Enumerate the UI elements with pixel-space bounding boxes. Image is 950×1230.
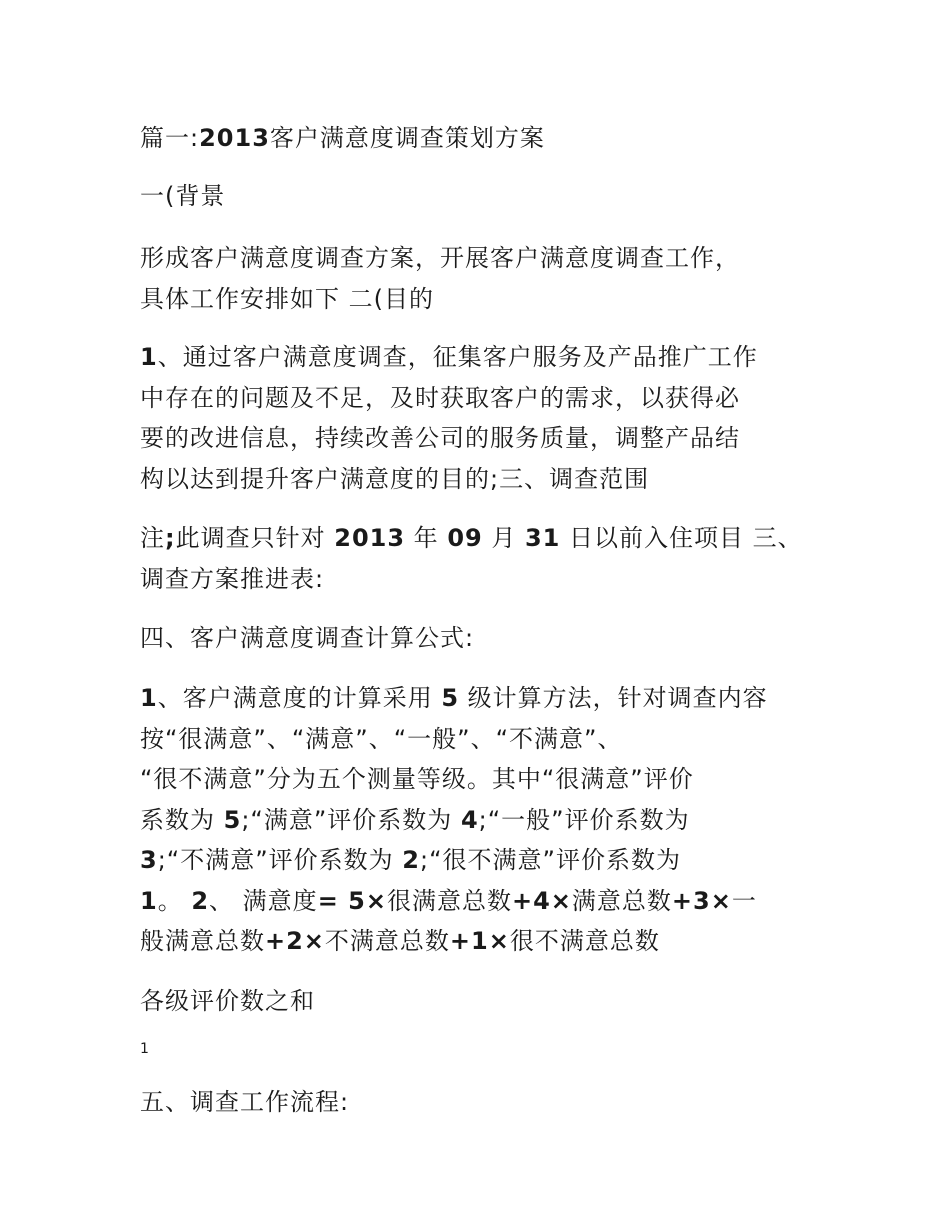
paragraph-background: [140, 238, 820, 319]
note-semicolon: ;: [165, 524, 176, 552]
formula-operator: = 5×: [317, 886, 387, 915]
text-fragment: 不满意总数: [324, 927, 450, 955]
title-suffix: 客户满意度调查策划方案: [269, 124, 545, 152]
formula-operator: +3×: [671, 886, 732, 915]
text-line: 中存在的问题及不足，及时获取客户的需求，以获得必: [140, 383, 740, 412]
formula-operator: +1×: [449, 927, 510, 955]
text-line: 具体工作安排如下 二(目的: [140, 284, 434, 313]
title-prefix: 篇一:: [140, 124, 200, 152]
section-heading-background: 一(背景: [140, 182, 226, 210]
number: 4: [460, 805, 479, 834]
text-line: 形成客户满意度调查方案，开展客户满意度调查工作，: [140, 244, 740, 272]
title-year: 2013: [199, 124, 270, 152]
formula-denominator: 各级评价数之和: [140, 987, 315, 1015]
number: 5: [441, 684, 460, 712]
page-number: 1: [140, 1041, 149, 1057]
text-line: 、通过客户满意度调查，征集客户服务及产品推广工作: [157, 343, 758, 371]
text-line: 按“很满意”、“满意”、“一般”、“不满意”、: [140, 724, 623, 753]
text-fragment: 、 满意度: [209, 886, 318, 915]
formula-operator: +4×: [511, 886, 572, 915]
document-title: [140, 118, 820, 159]
text-line: 要的改进信息，持续改善公司的服务质量，调整产品结: [140, 424, 740, 452]
text-fragment: ;“一般”评价系数为: [478, 805, 690, 834]
text-fragment: 年: [405, 524, 448, 552]
paragraph-note: [140, 518, 820, 599]
text-line: 调查方案推进表:: [140, 564, 325, 593]
text-fragment: 。: [157, 886, 192, 915]
text-fragment: 般满意总数: [140, 927, 265, 955]
paragraph-formula: [140, 678, 820, 962]
paragraph-purpose: [140, 337, 820, 499]
text-fragment: 此调查只针对: [175, 524, 335, 552]
note-prefix: 注: [140, 524, 165, 552]
section-heading-workflow: 五、调查工作流程:: [140, 1088, 350, 1116]
text-fragment: ;“很不满意”评价系数为: [420, 846, 681, 874]
text-fragment: 很不满意总数: [509, 927, 660, 955]
note-year: 2013: [334, 524, 406, 552]
number: 3: [140, 846, 158, 874]
text-fragment: 月: [482, 524, 525, 552]
note-day: 31: [524, 524, 561, 552]
section-heading-formula: 四、客户满意度调查计算公式:: [140, 624, 475, 652]
list-number: 2: [191, 886, 210, 915]
number: 2: [402, 846, 420, 874]
text-fragment: 一: [731, 886, 757, 915]
text-fragment: 很满意总数: [386, 886, 512, 915]
list-number: 1: [140, 343, 158, 371]
text-fragment: 系数为: [140, 805, 224, 834]
number: 5: [223, 805, 242, 834]
formula-operator: +2×: [265, 927, 325, 955]
list-number: 1: [140, 684, 158, 712]
list-number: 1: [140, 886, 158, 915]
text-fragment: 级计算方法，针对调查内容: [459, 684, 768, 712]
text-fragment: 日以前入住项目 三、: [560, 524, 803, 552]
text-fragment: ;“满意”评价系数为: [241, 805, 461, 834]
text-fragment: ;“不满意”评价系数为: [157, 846, 403, 874]
text-line: 构以达到提升客户满意度的目的;三、调查范围: [140, 464, 650, 493]
note-month: 09: [447, 524, 483, 552]
text-line: “很不满意”分为五个测量等级。其中“很满意”评价: [140, 765, 694, 793]
text-fragment: 满意总数: [571, 886, 672, 915]
text-fragment: 、客户满意度的计算采用: [157, 684, 442, 712]
